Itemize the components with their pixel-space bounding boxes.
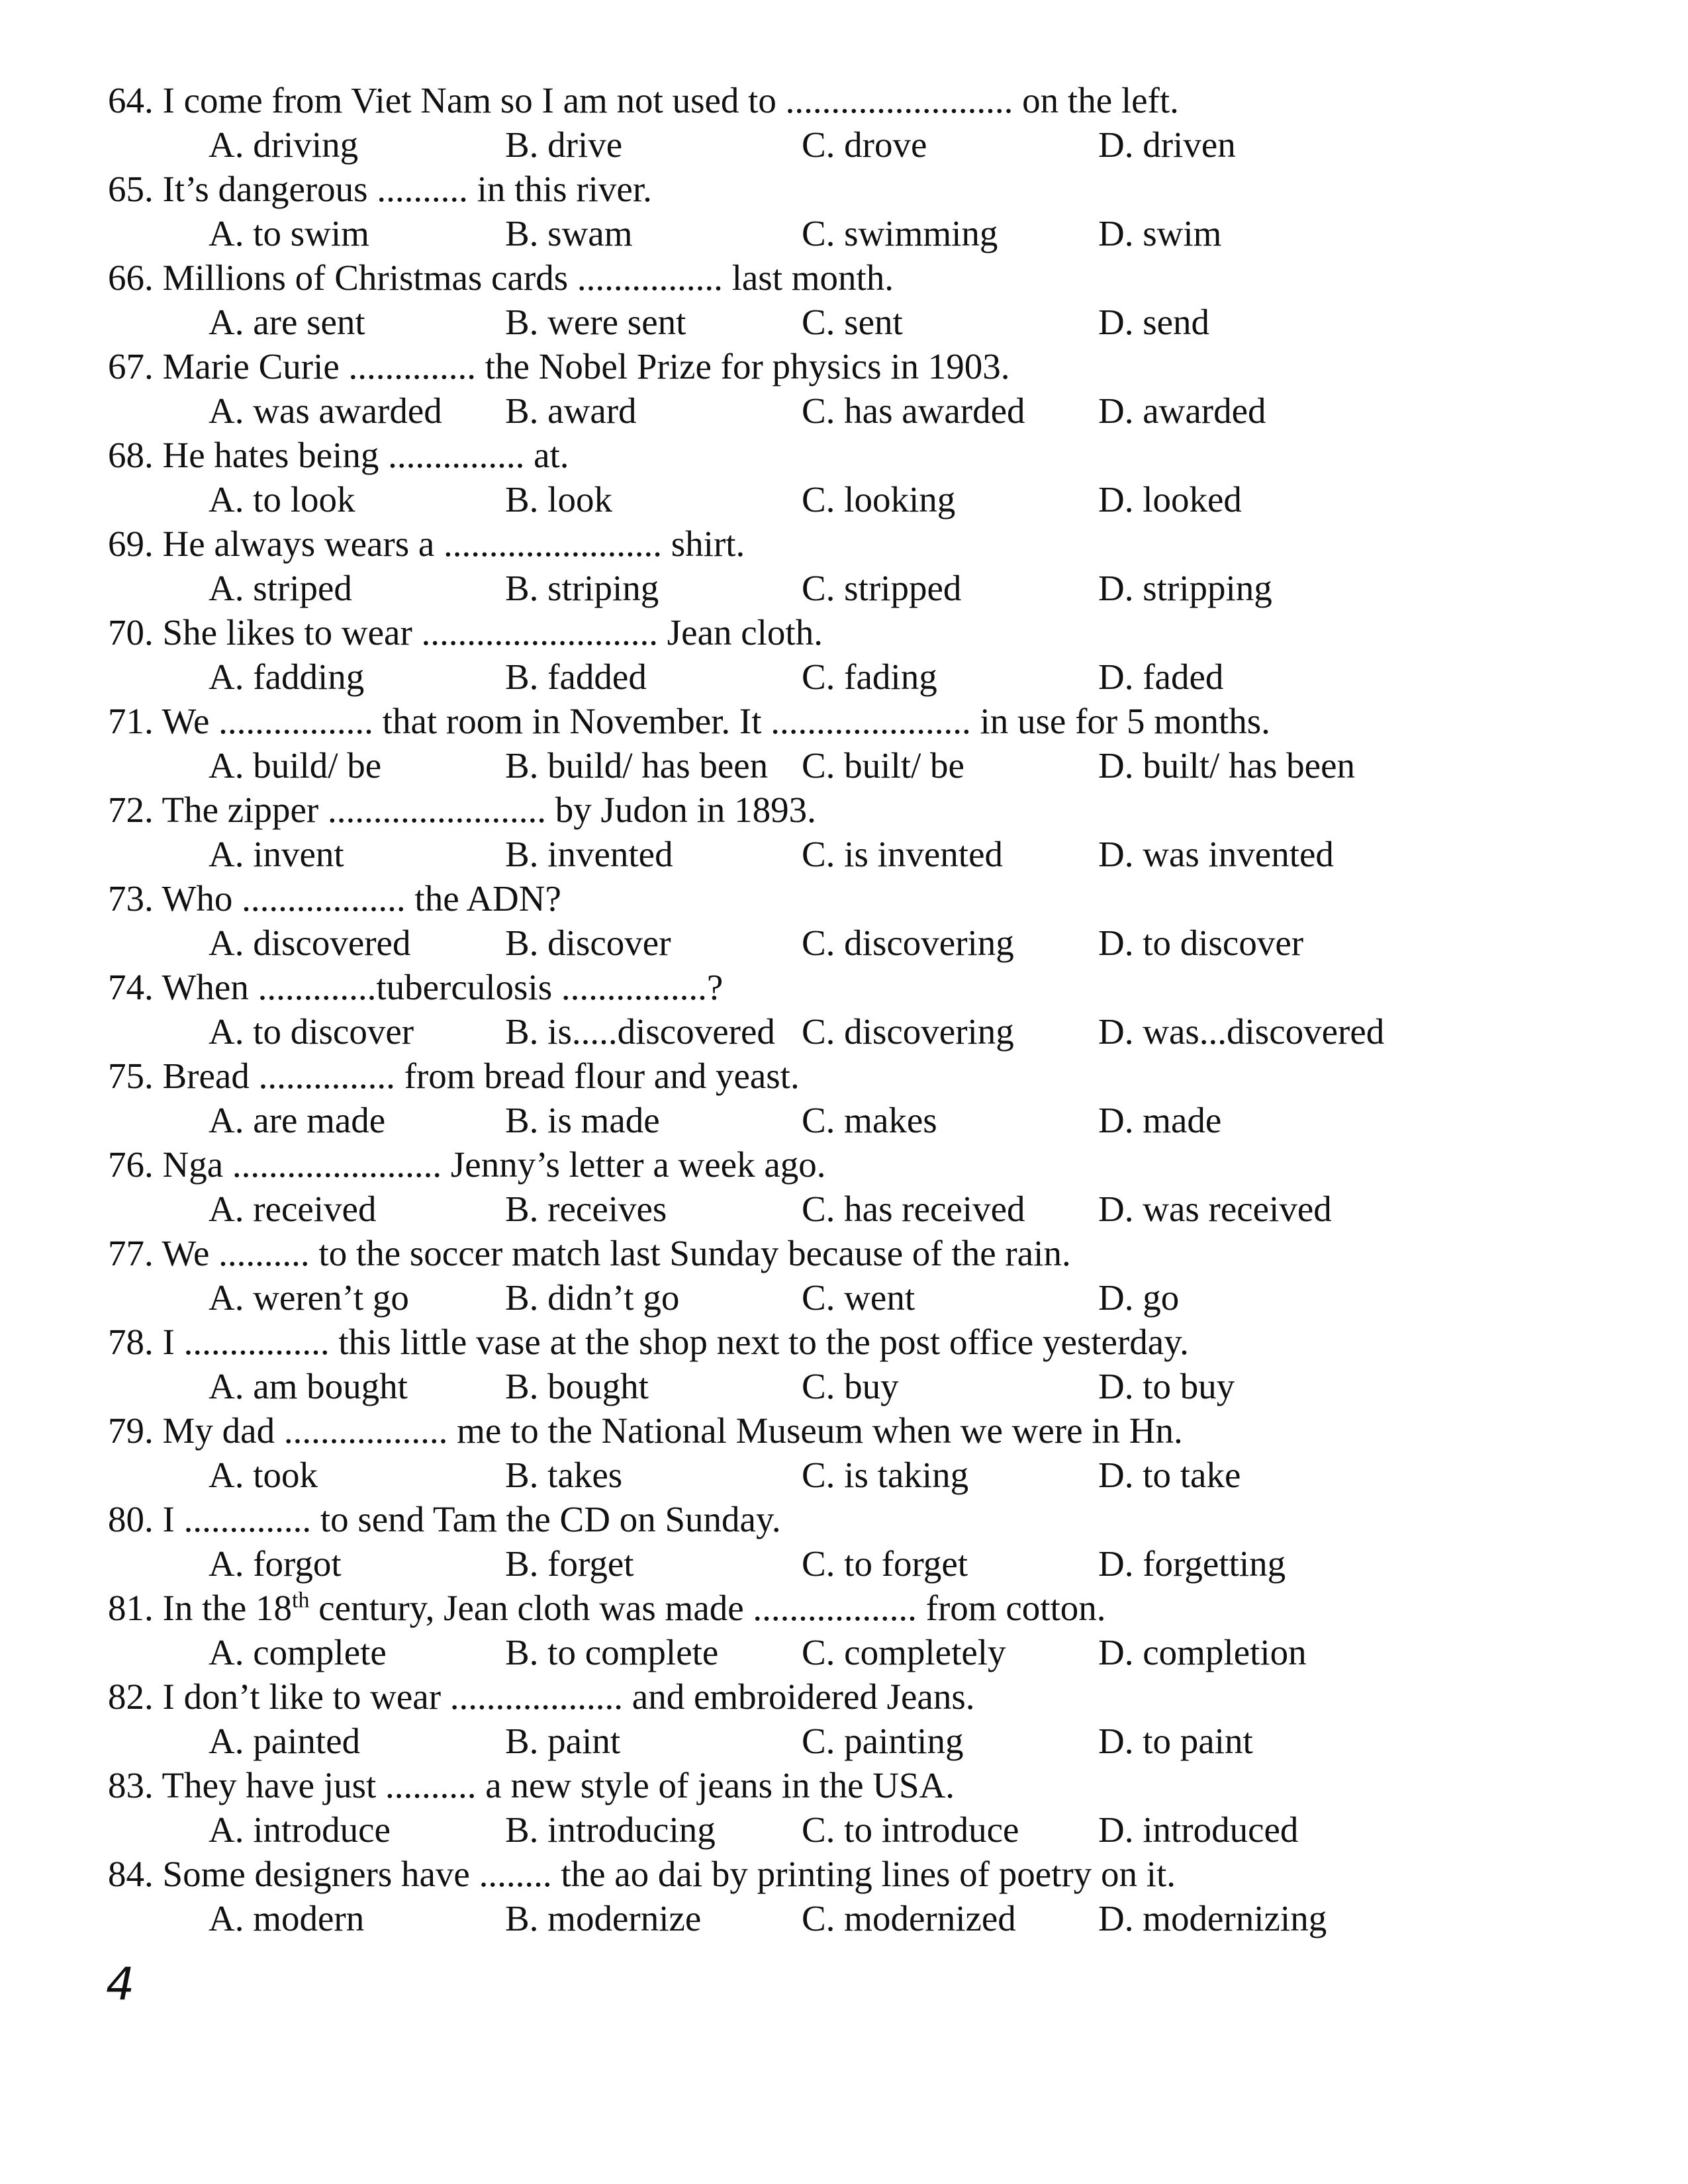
option-c: C. looking [802, 479, 956, 520]
question-number: 68. [108, 435, 154, 475]
question-item [108, 1674, 1597, 1763]
option-d: D. go [1098, 1277, 1180, 1318]
option-a: A. modern [209, 1898, 365, 1938]
question-text: It’s dangerous .......... in this river. [162, 169, 652, 209]
question-number: 73. [108, 878, 154, 919]
question-stem [108, 1231, 1597, 1275]
option-a: A. to look [209, 479, 355, 520]
question-number: 75. [108, 1056, 154, 1096]
option-d: D. to take [1098, 1455, 1241, 1495]
question-item [108, 610, 1597, 699]
question-text: I .............. to send Tam the CD on Sunday. [162, 1499, 781, 1539]
option-b: B. takes [505, 1455, 623, 1495]
question-stem [108, 433, 1597, 477]
question-number: 74. [108, 967, 154, 1007]
option-b: B. introducing [505, 1809, 716, 1850]
question-number: 72. [108, 790, 154, 830]
question-text: Nga ....................... Jenny’s letter a week ago. [162, 1144, 826, 1185]
question-item [108, 1231, 1597, 1320]
question-text: He hates being ............... at. [162, 435, 569, 475]
answer-options [108, 1453, 1597, 1497]
question-number: 78. [108, 1322, 154, 1362]
question-number: 64. [108, 80, 154, 120]
question-item [108, 1054, 1597, 1142]
option-b: B. fadded [505, 657, 647, 697]
question-text-part: In the 18 [162, 1588, 293, 1628]
option-a: A. to discover [209, 1011, 414, 1052]
option-d: D. stripping [1098, 568, 1272, 608]
question-text: When .............tuberculosis ................? [162, 967, 724, 1007]
option-b: B. invented [505, 834, 673, 874]
answer-options [108, 211, 1597, 255]
option-d: D. driven [1098, 124, 1236, 165]
option-c: C. painting [802, 1721, 964, 1761]
question-stem [108, 699, 1597, 743]
question-number: 77. [108, 1233, 154, 1273]
question-stem [108, 788, 1597, 832]
option-b: B. drive [505, 124, 623, 165]
question-item [108, 965, 1597, 1054]
question-text: We ................. that room in November. It ...................... in use for 5 months. [162, 701, 1270, 741]
option-b: B. is made [505, 1100, 660, 1140]
option-a: A. fadding [209, 657, 365, 697]
option-d: D. send [1098, 302, 1210, 342]
question-stem [108, 1497, 1597, 1541]
option-c: C. built/ be [802, 745, 964, 786]
option-c: C. discovering [802, 1011, 1014, 1052]
answer-options [108, 1364, 1597, 1408]
option-c: C. to forget [802, 1543, 968, 1584]
superscript-text: th [292, 1588, 310, 1613]
option-a: A. driving [209, 124, 359, 165]
question-number: 82. [108, 1676, 154, 1717]
option-c: C. fading [802, 657, 937, 697]
option-c: C. drove [802, 124, 927, 165]
question-stem [108, 344, 1597, 388]
question-stem [108, 522, 1597, 566]
question-item [108, 1408, 1597, 1497]
question-item [108, 78, 1597, 167]
option-d: D. introduced [1098, 1809, 1299, 1850]
option-c: C. modernized [802, 1898, 1016, 1938]
question-text: She likes to wear .......................... Jean cloth. [162, 612, 823, 653]
option-b: B. to complete [505, 1632, 719, 1672]
question-stem [108, 167, 1597, 211]
question-stem [108, 1852, 1597, 1896]
option-c: C. completely [802, 1632, 1006, 1672]
option-d: D. faded [1098, 657, 1224, 697]
question-item [108, 876, 1597, 965]
option-a: A. complete [209, 1632, 387, 1672]
option-d: D. to discover [1098, 923, 1304, 963]
option-c: C. has awarded [802, 390, 1025, 431]
question-stem [108, 610, 1597, 655]
question-item [108, 1497, 1597, 1586]
option-b: B. discover [505, 923, 671, 963]
answer-options [108, 743, 1597, 788]
option-d: D. built/ has been [1098, 745, 1355, 786]
option-b: B. were sent [505, 302, 686, 342]
question-number: 79. [108, 1410, 154, 1451]
question-text: My dad .................. me to the National Museum when we were in Hn. [162, 1410, 1183, 1451]
question-item [108, 1320, 1597, 1408]
option-c: C. to introduce [802, 1809, 1019, 1850]
option-b: B. forget [505, 1543, 634, 1584]
question-text: The zipper ........................ by Judon in 1893. [162, 790, 816, 830]
option-d: D. was received [1098, 1189, 1332, 1229]
question-number: 66. [108, 257, 154, 298]
option-c: C. is taking [802, 1455, 969, 1495]
question-item [108, 699, 1597, 788]
option-b: B. receives [505, 1189, 667, 1229]
question-number: 70. [108, 612, 154, 653]
option-a: A. painted [209, 1721, 361, 1761]
question-number: 67. [108, 346, 154, 387]
option-c: C. swimming [802, 213, 998, 253]
question-text: I don’t like to wear ................... and embroidered Jeans. [162, 1676, 975, 1717]
option-c: C. went [802, 1277, 915, 1318]
option-b: B. striping [505, 568, 659, 608]
option-c: C. stripped [802, 568, 962, 608]
answer-options [108, 1807, 1597, 1852]
question-number: 81. [108, 1588, 154, 1628]
question-text: We .......... to the soccer match last Sunday because of the rain. [162, 1233, 1071, 1273]
option-a: A. introduce [209, 1809, 391, 1850]
question-text: Who .................. the ADN? [162, 878, 561, 919]
option-b: B. bought [505, 1366, 649, 1406]
option-b: B. is.....discovered [505, 1011, 775, 1052]
question-stem [108, 1408, 1597, 1453]
option-a: A. are made [209, 1100, 386, 1140]
question-text: They have just .......... a new style of jeans in the USA. [162, 1765, 955, 1805]
option-d: D. looked [1098, 479, 1242, 520]
option-b: B. build/ has been [505, 745, 769, 786]
question-item [108, 255, 1597, 344]
question-text: Marie Curie .............. the Nobel Prize for physics in 1903. [162, 346, 1010, 387]
option-b: B. look [505, 479, 612, 520]
option-c: C. discovering [802, 923, 1014, 963]
question-stem [108, 965, 1597, 1009]
page-number: 4 [106, 1958, 135, 2011]
question-number: 71. [108, 701, 154, 741]
question-number: 76. [108, 1144, 154, 1185]
question-text: I come from Viet Nam so I am not used to ......................... on the left. [162, 80, 1179, 120]
question-stem [108, 1674, 1597, 1719]
option-a: A. striped [209, 568, 352, 608]
option-d: D. was invented [1098, 834, 1334, 874]
question-item [108, 1763, 1597, 1852]
question-item [108, 344, 1597, 433]
question-text: I ................ this little vase at the shop next to the post office yesterday. [162, 1322, 1189, 1362]
question-number: 80. [108, 1499, 154, 1539]
option-c: C. buy [802, 1366, 899, 1406]
question-text: He always wears a ........................ shirt. [162, 523, 745, 564]
question-stem [108, 1586, 1597, 1630]
option-c: C. makes [802, 1100, 937, 1140]
answer-options [108, 122, 1597, 167]
option-d: D. awarded [1098, 390, 1266, 431]
option-d: D. made [1098, 1100, 1222, 1140]
option-a: A. am bought [209, 1366, 408, 1406]
question-text: Millions of Christmas cards ................ last month. [162, 257, 894, 298]
question-number: 84. [108, 1854, 154, 1894]
answer-options [108, 832, 1597, 876]
option-a: A. build/ be [209, 745, 382, 786]
answer-options [108, 1098, 1597, 1142]
answer-options [108, 1009, 1597, 1054]
question-item [108, 788, 1597, 876]
option-a: A. received [209, 1189, 377, 1229]
question-stem [108, 255, 1597, 300]
option-c: C. has received [802, 1189, 1025, 1229]
option-d: D. forgetting [1098, 1543, 1286, 1584]
question-text: Some designers have ........ the ao dai by printing lines of poetry on it. [162, 1854, 1176, 1894]
answer-options [108, 1896, 1597, 1940]
option-b: B. didn’t go [505, 1277, 680, 1318]
question-list [108, 78, 1597, 1940]
answer-options [108, 1719, 1597, 1763]
answer-options [108, 388, 1597, 433]
option-d: D. to paint [1098, 1721, 1253, 1761]
question-number: 83. [108, 1765, 154, 1805]
question-number: 69. [108, 523, 154, 564]
question-stem [108, 1763, 1597, 1807]
question-text: century, Jean cloth was made .................. from cotton. [309, 1588, 1106, 1628]
option-b: B. award [505, 390, 637, 431]
question-stem [108, 78, 1597, 122]
question-stem [108, 876, 1597, 921]
option-c: C. is invented [802, 834, 1004, 874]
answer-options [108, 300, 1597, 344]
option-b: B. paint [505, 1721, 621, 1761]
answer-options [108, 921, 1597, 965]
option-a: A. to swim [209, 213, 369, 253]
option-b: B. modernize [505, 1898, 702, 1938]
question-stem [108, 1320, 1597, 1364]
question-text: Bread ............... from bread flour and yeast. [162, 1056, 800, 1096]
option-a: A. forgot [209, 1543, 342, 1584]
answer-options [108, 1187, 1597, 1231]
option-b: B. swam [505, 213, 633, 253]
answer-options [108, 477, 1597, 522]
answer-options [108, 1541, 1597, 1586]
question-item [108, 1852, 1597, 1940]
option-d: D. to buy [1098, 1366, 1235, 1406]
option-c: C. sent [802, 302, 903, 342]
question-item [108, 522, 1597, 610]
question-item [108, 167, 1597, 255]
option-a: A. invent [209, 834, 344, 874]
question-item [108, 1586, 1597, 1674]
option-a: A. are sent [209, 302, 365, 342]
answer-options [108, 566, 1597, 610]
option-d: D. was...discovered [1098, 1011, 1385, 1052]
option-a: A. weren’t go [209, 1277, 409, 1318]
question-stem [108, 1142, 1597, 1187]
question-stem [108, 1054, 1597, 1098]
option-d: D. swim [1098, 213, 1222, 253]
answer-options [108, 655, 1597, 699]
answer-options [108, 1630, 1597, 1674]
question-item [108, 1142, 1597, 1231]
question-item [108, 433, 1597, 522]
option-a: A. discovered [209, 923, 411, 963]
option-d: D. completion [1098, 1632, 1307, 1672]
option-d: D. modernizing [1098, 1898, 1327, 1938]
option-a: A. took [209, 1455, 318, 1495]
answer-options [108, 1275, 1597, 1320]
option-a: A. was awarded [209, 390, 442, 431]
question-number: 65. [108, 169, 154, 209]
